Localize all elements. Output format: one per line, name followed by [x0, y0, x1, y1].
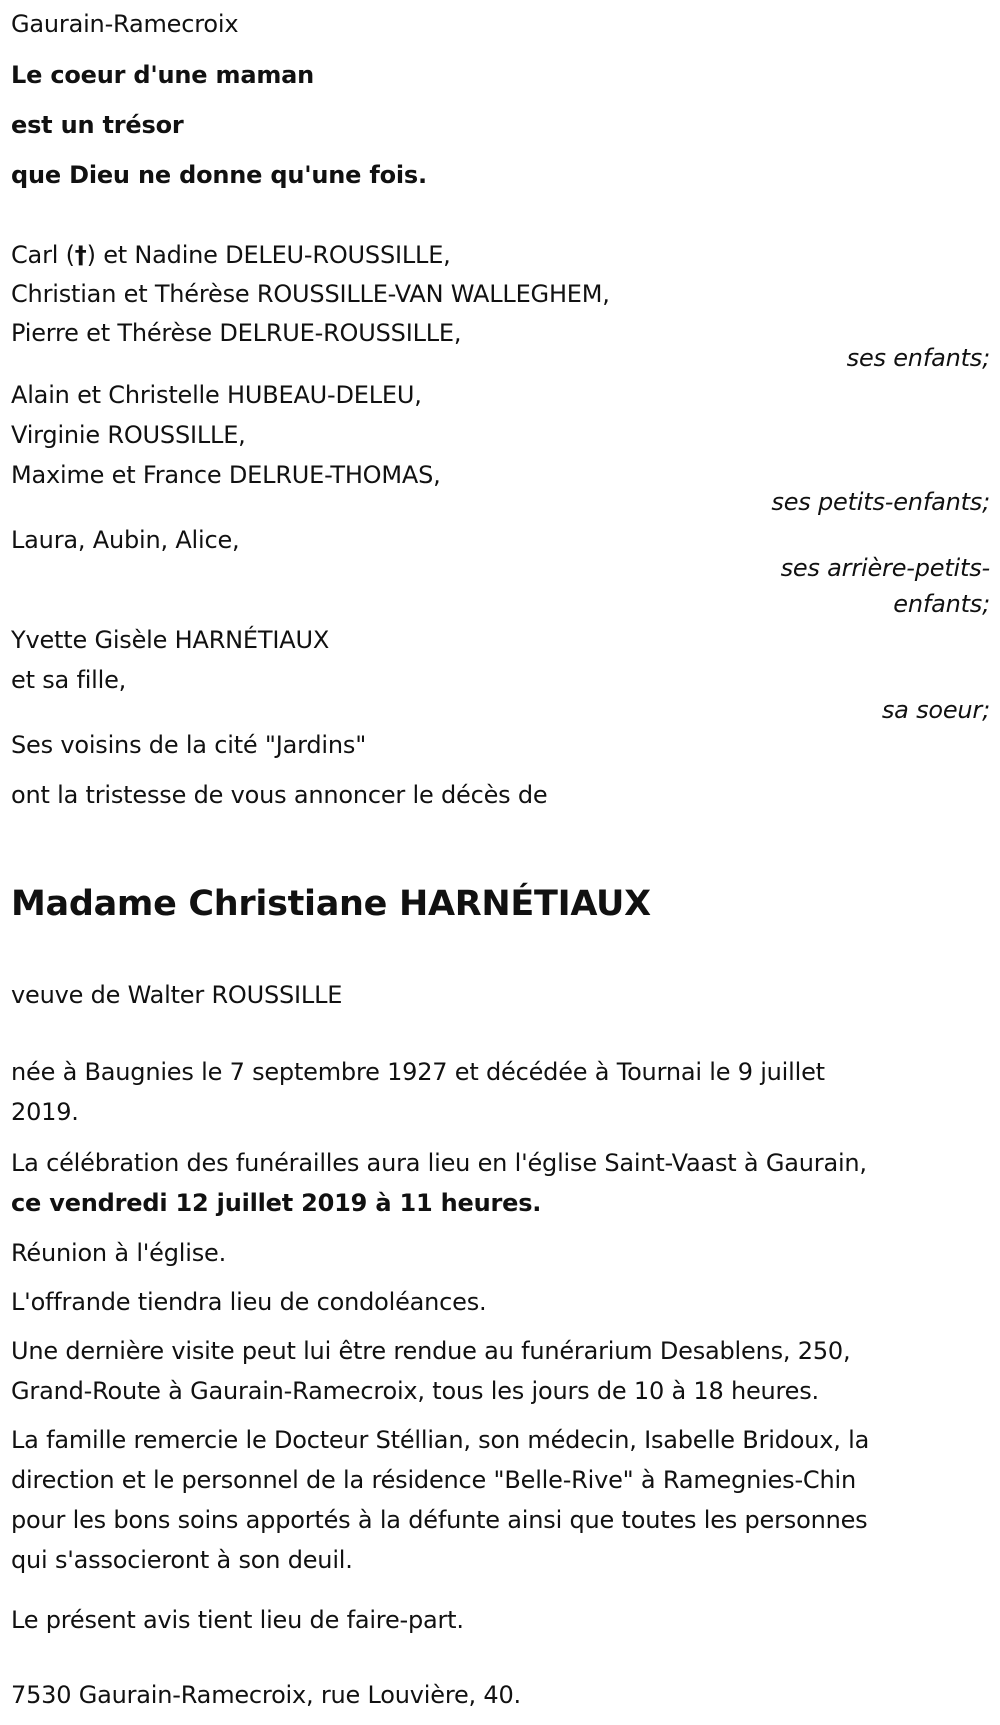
child-name-1 [11, 235, 451, 275]
grandchild-name-1: Alain et Christelle HUBEAU-DELEU, [11, 381, 422, 409]
deceased-name: Madame Christiane HARNÉTIAUX [11, 884, 651, 924]
visit-line-2: Grand-Route à Gaurain-Ramecroix, tous les jours de 10 à 18 heures. [11, 1377, 819, 1405]
relation-sister: sa soeur; [881, 696, 990, 724]
relation-children: ses enfants; [846, 344, 990, 372]
funeral-line-1: La célébration des funérailles aura lieu en l'église Saint-Vaast à Gaurain, [11, 1149, 867, 1177]
child-name-1-prefix: Carl ( [11, 241, 75, 269]
birth-death-line-1: née à Baugnies le 7 septembre 1927 et décédée à Tournai le 9 juillet [11, 1058, 825, 1086]
relation-great-grandchildren-line-1: ses arrière-petits- [780, 554, 990, 582]
faire-part: Le présent avis tient lieu de faire-part. [11, 1606, 464, 1634]
grandchild-name-3: Maxime et France DELRUE-THOMAS, [11, 461, 441, 489]
visit-line-1: Une dernière visite peut lui être rendue au funérarium Desablens, 250, [11, 1337, 851, 1365]
meeting: Réunion à l'église. [11, 1239, 227, 1267]
quote-line-3: que Dieu ne donne qu'une fois. [11, 161, 427, 189]
birth-death-line-2: 2019. [11, 1098, 79, 1126]
funeral-date: ce vendredi 12 juillet 2019 à 11 heures. [11, 1189, 542, 1217]
offering: L'offrande tiendra lieu de condoléances. [11, 1288, 487, 1316]
child-name-1-suffix: ) et Nadine DELEU-ROUSSILLE, [86, 241, 451, 269]
thanks-line-2: direction et le personnel de la résidence "Belle-Rive" à Ramegnies-Chin [11, 1466, 856, 1494]
cross-icon: † [74, 241, 87, 269]
thanks-line-4: qui s'associeront à son deuil. [11, 1546, 353, 1574]
thanks-line-1: La famille remercie le Docteur Stéllian, son médecin, Isabelle Bridoux, la [11, 1426, 870, 1454]
thanks-line-3: pour les bons soins apportés à la défunte ainsi que toutes les personnes [11, 1506, 868, 1534]
neighbours: Ses voisins de la cité "Jardins" [11, 731, 367, 759]
great-grandchildren-names: Laura, Aubin, Alice, [11, 526, 240, 554]
announcement-intro: ont la tristesse de vous annoncer le décès de [11, 781, 548, 809]
child-name-2: Christian et Thérèse ROUSSILLE-VAN WALLEGHEM, [11, 280, 610, 308]
quote-line-2: est un trésor [11, 111, 184, 139]
relation-grandchildren: ses petits-enfants; [771, 488, 990, 516]
grandchild-name-2: Virginie ROUSSILLE, [11, 421, 246, 449]
quote-line-1: Le coeur d'une maman [11, 61, 315, 89]
family-address: 7530 Gaurain-Ramecroix, rue Louvière, 40. [11, 1681, 521, 1709]
sister-name: Yvette Gisèle HARNÉTIAUX [11, 626, 330, 654]
child-name-3: Pierre et Thérèse DELRUE-ROUSSILLE, [11, 319, 462, 347]
relation-great-grandchildren-line-2: enfants; [893, 590, 990, 618]
location-header: Gaurain-Ramecroix [11, 10, 239, 38]
sister-daughter: et sa fille, [11, 666, 127, 694]
widow-of: veuve de Walter ROUSSILLE [11, 981, 343, 1009]
